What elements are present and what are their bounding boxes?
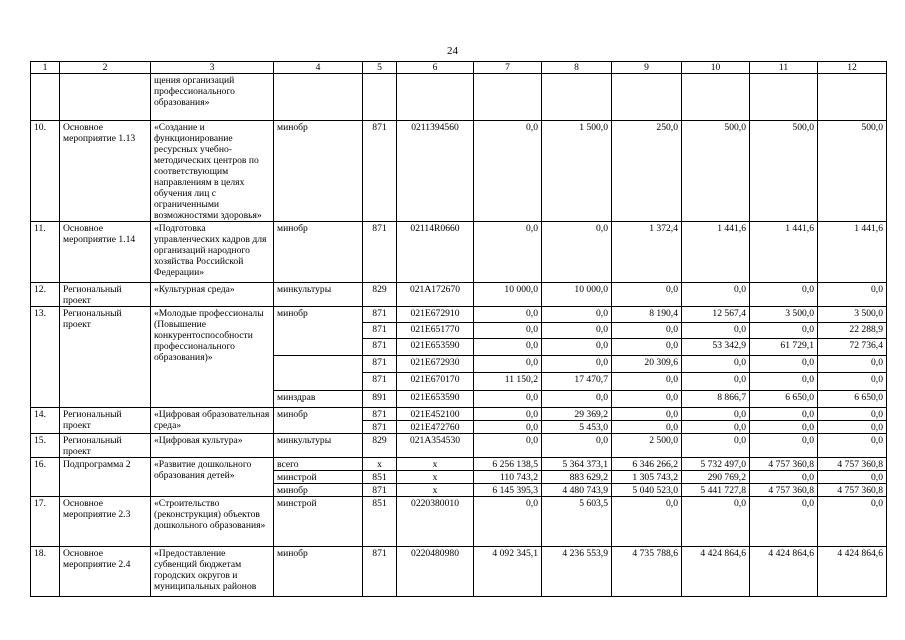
value-cell: 0,0: [474, 323, 542, 339]
col-header: 9: [612, 62, 682, 74]
grbs-code: 851: [363, 471, 397, 484]
value-cell: 0,0: [542, 339, 612, 356]
value-cell: 0,0: [474, 434, 542, 458]
value-cell: 1 441,6: [750, 222, 818, 283]
executor: минздрав: [274, 391, 363, 408]
value-cell: 0,0: [612, 391, 682, 408]
executor: минстрой: [274, 471, 363, 484]
value-cell: 22 288,9: [818, 323, 887, 339]
value-cell: 17 470,7: [542, 373, 612, 391]
measure-name: «Молодые профессионалы (Повышение конкурентоспособности профессионального образования)»: [151, 307, 274, 408]
value-cell: 5 040 523,0: [612, 484, 682, 497]
row-number: 12.: [31, 283, 60, 307]
value-cell: 500,0: [750, 121, 818, 222]
value-cell: 0,0: [542, 222, 612, 283]
value-cell: 1 305 743,2: [612, 471, 682, 484]
grbs-code: 829: [363, 434, 397, 458]
value-cell: 0,0: [682, 408, 750, 421]
value-cell: 8 866,7: [682, 391, 750, 408]
value-cell: 1 500,0: [542, 121, 612, 222]
value-cell: 0,0: [542, 434, 612, 458]
grbs-code: 851: [363, 497, 397, 547]
value-cell: 6 346 266,2: [612, 458, 682, 471]
executor: минобр: [274, 121, 363, 222]
target-code: 02114R0660: [397, 222, 474, 283]
value-cell: 0,0: [818, 421, 887, 434]
value-cell: 4 757 360,8: [818, 458, 887, 471]
value-cell: 5 364 373,1: [542, 458, 612, 471]
measure-name: «Развитие дошкольного образования детей»: [151, 458, 274, 497]
target-code: x: [397, 471, 474, 484]
value-cell: 10 000,0: [474, 283, 542, 307]
row-number: 15.: [31, 434, 60, 458]
grbs-code: 871: [363, 323, 397, 339]
value-cell: 0,0: [474, 222, 542, 283]
value-cell: 0,0: [474, 356, 542, 373]
value-cell: 5 453,0: [542, 421, 612, 434]
value-cell: 8 190,4: [612, 307, 682, 323]
value-cell: 0,0: [682, 323, 750, 339]
value-cell: 0,0: [750, 323, 818, 339]
measure-name: «Цифровая культура»: [151, 434, 274, 458]
grbs-code: 871: [363, 339, 397, 356]
value-cell: 20 309,6: [612, 356, 682, 373]
target-code: x: [397, 484, 474, 497]
value-cell: 0,0: [750, 497, 818, 547]
value-cell: 0,0: [750, 471, 818, 484]
value-cell: 0,0: [682, 497, 750, 547]
target-code: 0220380010: [397, 497, 474, 547]
grbs-code: 871: [363, 356, 397, 373]
value-cell: 61 729,1: [750, 339, 818, 356]
value-cell: 0,0: [818, 434, 887, 458]
value-cell: 0,0: [542, 323, 612, 339]
row-number: 10.: [31, 121, 60, 222]
measure-type: Региональный проект: [60, 434, 151, 458]
value-cell: 0,0: [542, 307, 612, 323]
value-cell: 0,0: [612, 421, 682, 434]
value-cell: 4 092 345,1: [474, 547, 542, 597]
value-cell: 5 603,5: [542, 497, 612, 547]
executor: минобр: [274, 307, 363, 356]
value-cell: 1 441,6: [682, 222, 750, 283]
executor: минобр: [274, 408, 363, 434]
measure-type: Подпрограмма 2: [60, 458, 151, 497]
row-number: 11.: [31, 222, 60, 283]
value-cell: 0,0: [682, 421, 750, 434]
measure-name: «Строительство (реконструкция) объектов дошкольного образования»: [151, 497, 274, 547]
col-header: 6: [397, 62, 474, 74]
value-cell: 0,0: [474, 421, 542, 434]
row-number: 14.: [31, 408, 60, 434]
measure-type: Основное мероприятие 2.4: [60, 547, 151, 597]
table-row: [31, 434, 887, 458]
table-row: [31, 283, 887, 307]
value-cell: 0,0: [542, 391, 612, 408]
value-cell: 5 441 727,8: [682, 484, 750, 497]
grbs-code: 871: [363, 307, 397, 323]
value-cell: 1 372,4: [612, 222, 682, 283]
measure-name: «Предоставление субвенций бюджетам городских округов и муниципальных районов: [151, 547, 274, 597]
executor: минобр: [274, 484, 363, 497]
table-row: [31, 222, 887, 283]
value-cell: 0,0: [474, 391, 542, 408]
value-cell: 0,0: [818, 471, 887, 484]
table-row: [31, 74, 887, 121]
measure-name: «Подготовка управленческих кадров для организаций народного хозяйства Российской Федерации»: [151, 222, 274, 283]
value-cell: 500,0: [682, 121, 750, 222]
target-code: 021A172670: [397, 283, 474, 307]
row-number: 16.: [31, 458, 60, 497]
value-cell: 0,0: [682, 434, 750, 458]
executor: минстрой: [274, 497, 363, 547]
value-cell: 4 236 553,9: [542, 547, 612, 597]
value-cell: 6 256 138,5: [474, 458, 542, 471]
value-cell: 1 441,6: [818, 222, 887, 283]
value-cell: 6 650,0: [750, 391, 818, 408]
executor: минобр: [274, 222, 363, 283]
value-cell: 6 145 395,3: [474, 484, 542, 497]
measure-type: Основное мероприятие 2.3: [60, 497, 151, 547]
page-number: 24: [447, 45, 458, 57]
value-cell: 0,0: [682, 373, 750, 391]
grbs-code: 871: [363, 373, 397, 391]
table-row: [31, 307, 887, 323]
target-code: 021E472760: [397, 421, 474, 434]
table-row: [31, 121, 887, 222]
value-cell: 0,0: [750, 408, 818, 421]
target-code: 021E672930: [397, 356, 474, 373]
value-cell: 0,0: [818, 408, 887, 421]
value-cell: 0,0: [612, 323, 682, 339]
col-header: 2: [60, 62, 151, 74]
col-header: 12: [818, 62, 887, 74]
value-cell: 0,0: [750, 356, 818, 373]
measure-type: Основное мероприятие 1.14: [60, 222, 151, 283]
value-cell: 5 732 497,0: [682, 458, 750, 471]
measure-type: Региональный проект: [60, 283, 151, 307]
value-cell: 500,0: [818, 121, 887, 222]
grbs-code: 871: [363, 547, 397, 597]
row-number: 17.: [31, 497, 60, 547]
measure-type: Региональный проект: [60, 307, 151, 408]
value-cell: 6 650,0: [818, 391, 887, 408]
value-cell: 0,0: [474, 121, 542, 222]
value-cell: 0,0: [474, 497, 542, 547]
col-header: 5: [363, 62, 397, 74]
col-header: 11: [750, 62, 818, 74]
value-cell: 0,0: [818, 373, 887, 391]
row-number: 18.: [31, 547, 60, 597]
grbs-code: 871: [363, 408, 397, 421]
value-cell: 4 757 360,8: [750, 484, 818, 497]
col-header: 7: [474, 62, 542, 74]
table-row: [31, 408, 887, 421]
value-cell: 4 757 360,8: [818, 484, 887, 497]
executor: минкультуры: [274, 283, 363, 307]
value-cell: 0,0: [612, 339, 682, 356]
target-code: 021A354530: [397, 434, 474, 458]
value-cell: 53 342,9: [682, 339, 750, 356]
measure-name: «Культурная среда»: [151, 283, 274, 307]
value-cell: 10 000,0: [542, 283, 612, 307]
value-cell: 2 500,0: [612, 434, 682, 458]
value-cell: 4 480 743,9: [542, 484, 612, 497]
value-cell: 250,0: [612, 121, 682, 222]
grbs-code: 829: [363, 283, 397, 307]
target-code: 0211394560: [397, 121, 474, 222]
table-row: [31, 458, 887, 471]
target-code: 021E670170: [397, 373, 474, 391]
value-cell: 3 500,0: [818, 307, 887, 323]
col-header: 8: [542, 62, 612, 74]
value-cell: 4 735 788,6: [612, 547, 682, 597]
budget-table: [30, 61, 887, 597]
grbs-code: 871: [363, 222, 397, 283]
value-cell: 0,0: [612, 373, 682, 391]
executor: [274, 356, 363, 391]
measure-name: щения организаций профессионального образования»: [151, 74, 274, 121]
column-header-row: [31, 62, 887, 74]
value-cell: 0,0: [682, 356, 750, 373]
grbs-code: 871: [363, 421, 397, 434]
col-header: 1: [31, 62, 60, 74]
value-cell: 0,0: [750, 373, 818, 391]
value-cell: 0,0: [750, 434, 818, 458]
target-code: 021E653590: [397, 339, 474, 356]
col-header: 3: [151, 62, 274, 74]
value-cell: 4 424 864,6: [750, 547, 818, 597]
value-cell: 4 424 864,6: [818, 547, 887, 597]
value-cell: 0,0: [474, 307, 542, 323]
col-header: 10: [682, 62, 750, 74]
col-header: 4: [274, 62, 363, 74]
value-cell: 3 500,0: [750, 307, 818, 323]
target-code: 0220480980: [397, 547, 474, 597]
value-cell: 0,0: [818, 283, 887, 307]
value-cell: 0,0: [612, 408, 682, 421]
grbs-code: 871: [363, 121, 397, 222]
value-cell: 4 757 360,8: [750, 458, 818, 471]
grbs-code: x: [363, 458, 397, 471]
executor: минобр: [274, 547, 363, 597]
value-cell: 0,0: [818, 356, 887, 373]
measure-type: Региональный проект: [60, 408, 151, 434]
value-cell: 0,0: [612, 283, 682, 307]
value-cell: 0,0: [474, 408, 542, 421]
value-cell: 72 736,4: [818, 339, 887, 356]
row-number: 13.: [31, 307, 60, 408]
value-cell: 0,0: [682, 283, 750, 307]
measure-name: «Цифровая образовательная среда»: [151, 408, 274, 434]
target-code: 021E452100: [397, 408, 474, 421]
target-code: 021E672910: [397, 307, 474, 323]
executor: всего: [274, 458, 363, 471]
target-code: 021E651770: [397, 323, 474, 339]
value-cell: 0,0: [750, 283, 818, 307]
value-cell: 12 567,4: [682, 307, 750, 323]
executor: минкультуры: [274, 434, 363, 458]
value-cell: 0,0: [474, 339, 542, 356]
value-cell: 110 743,2: [474, 471, 542, 484]
grbs-code: 891: [363, 391, 397, 408]
value-cell: 29 369,2: [542, 408, 612, 421]
value-cell: 883 629,2: [542, 471, 612, 484]
measure-name: «Создание и функционирование ресурсных учебно-методических центров по соответствующим направлениям в целях обучения лиц с ограниченными возможностями здоровья»: [151, 121, 274, 222]
table-row: [31, 497, 887, 547]
value-cell: 4 424 864,6: [682, 547, 750, 597]
table-row: [31, 547, 887, 597]
value-cell: 0,0: [542, 356, 612, 373]
target-code: 021E653590: [397, 391, 474, 408]
value-cell: 11 150,2: [474, 373, 542, 391]
value-cell: 290 769,2: [682, 471, 750, 484]
value-cell: 0,0: [612, 497, 682, 547]
target-code: x: [397, 458, 474, 471]
measure-type: Основное мероприятие 1.13: [60, 121, 151, 222]
grbs-code: 871: [363, 484, 397, 497]
value-cell: 0,0: [818, 497, 887, 547]
value-cell: 0,0: [750, 421, 818, 434]
